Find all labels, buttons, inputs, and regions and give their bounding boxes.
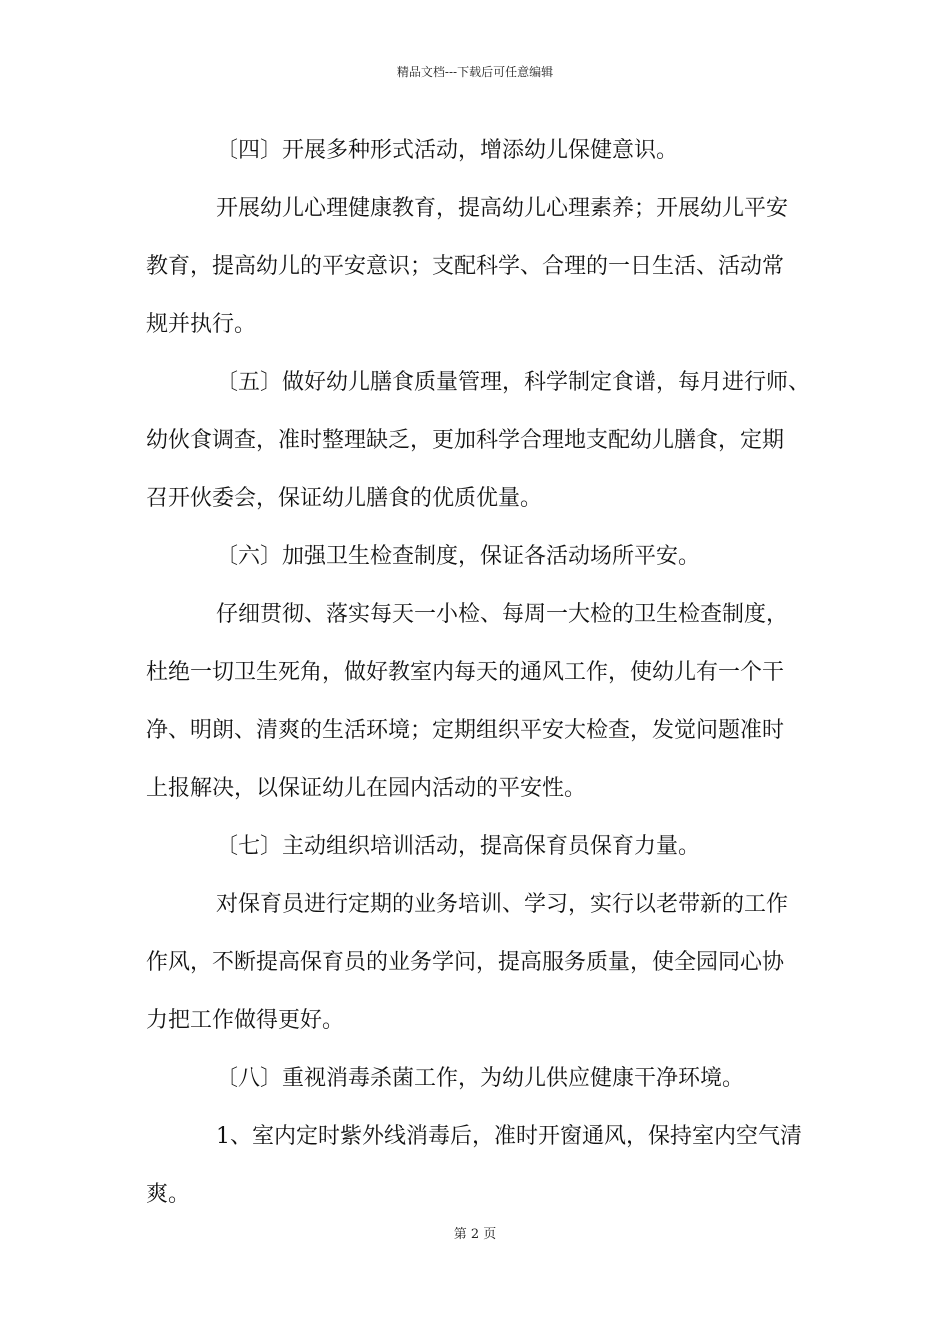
list-item-line: 爽。 [146,1182,191,1207]
paragraph-line: 幼伙食调查，准时整理缺乏，更加科学合理地支配幼儿膳食，定期 [146,428,785,453]
paragraph-line: 召开伙委会，保证幼儿膳食的优质优量。 [146,486,543,511]
paragraph-line: 上报解决，以保证幼儿在园内活动的平安性。 [146,776,587,801]
paragraph-line: 净、明朗、清爽的生活环境；定期组织平安大检查，发觉问题准时 [146,718,785,743]
paragraph-line: 开展幼儿心理健康教育，提高幼儿心理素养；开展幼儿平安 [216,196,789,221]
section-heading-4: 〔四〕开展多种形式活动，增添幼儿保健意识。 [216,138,679,163]
section-heading-6: 〔六〕加强卫生检查制度，保证各活动场所平安。 [216,544,701,569]
paragraph-line: 教育，提高幼儿的平安意识；支配科学、合理的一日生活、活动常 [146,254,785,279]
paragraph-line: 作风，不断提高保育员的业务学问，提高服务质量，使全园同心协 [146,950,785,975]
header-text: 精品文档---下载后可任意编辑 [396,65,554,79]
section-heading-5: 〔五〕做好幼儿膳食质量管理，科学制定食谱，每月进行师、 [216,370,811,395]
page-header [0,64,950,80]
list-item-line: 1、室内定时紫外线消毒后，准时开窗通风，保持室内空气清 [216,1124,802,1149]
section-heading-8: 〔八〕重视消毒杀菌工作，为幼儿供应健康干净环境。 [216,1066,745,1091]
paragraph-line: 对保育员进行定期的业务培训、学习，实行以老带新的工作 [216,892,789,917]
section-heading-7: 〔七〕主动组织培训活动，提高保育员保育力量。 [216,834,701,859]
page-number: 第 2 页 [453,1227,497,1242]
document-body [146,122,812,1224]
paragraph-line: 规并执行。 [146,312,257,337]
page-footer [0,1226,950,1244]
paragraph-line: 力把工作做得更好。 [146,1008,345,1033]
paragraph-line: 仔细贯彻、落实每天一小检、每周一大检的卫生检查制度， [216,602,789,627]
paragraph-line: 杜绝一切卫生死角，做好教室内每天的通风工作，使幼儿有一个干 [146,660,785,685]
